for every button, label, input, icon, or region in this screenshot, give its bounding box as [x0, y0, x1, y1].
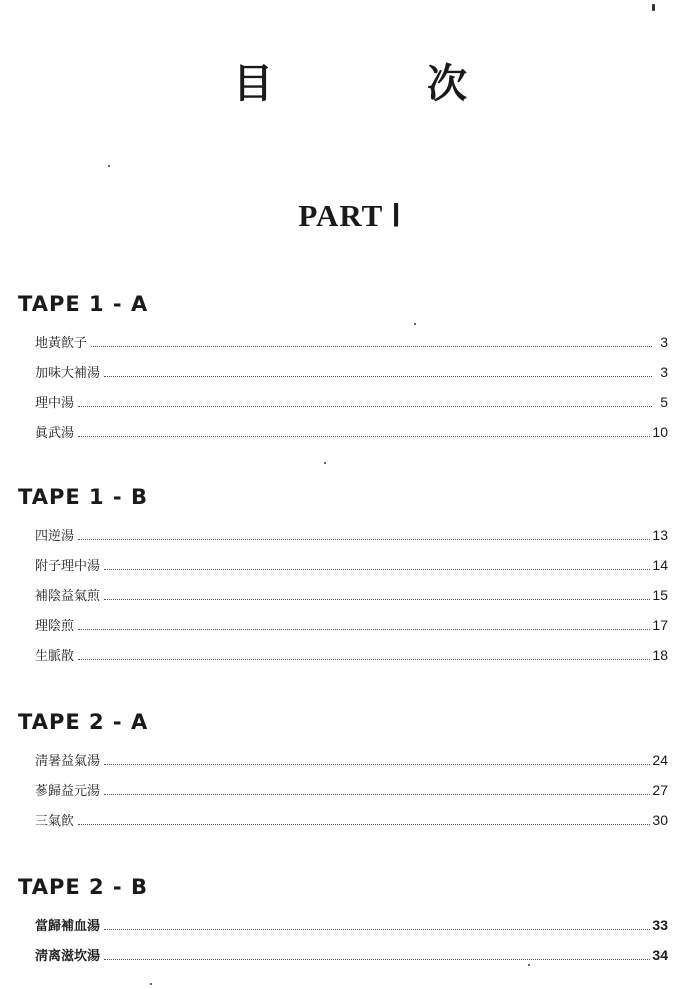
toc-entry[interactable]: [18, 775, 668, 805]
entry-title: 加味大補湯: [35, 366, 101, 381]
entry-title: 理中湯: [35, 396, 75, 411]
toc-entry[interactable]: [18, 745, 668, 775]
entry-title: 理陰煎: [35, 619, 75, 634]
dot-leader: [78, 628, 650, 630]
entry-title: 淸暑益氣湯: [35, 754, 101, 769]
section-heading: TAPE 1 - A: [18, 292, 149, 316]
toc-entry[interactable]: [18, 417, 668, 447]
dot-leader: [78, 823, 650, 825]
dot-leader: [78, 435, 650, 437]
entry-title: 生脈散: [35, 649, 75, 664]
dot-leader: [104, 928, 650, 930]
entry-page-number: 10: [652, 424, 668, 440]
dot-leader: [104, 763, 650, 765]
toc-entry[interactable]: [18, 580, 668, 610]
entry-page-number: 3: [660, 334, 668, 350]
dot-leader: [78, 538, 650, 540]
dot-leader: [91, 345, 652, 347]
entry-page-number: 30: [652, 812, 668, 828]
section-heading: TAPE 1 - B: [18, 485, 148, 509]
toc-entry[interactable]: [18, 520, 668, 550]
toc-section-tape-2a: [18, 708, 668, 835]
toc-entry[interactable]: [18, 805, 668, 835]
entry-title: 當歸補血湯: [35, 919, 101, 934]
toc-entry[interactable]: [18, 910, 668, 940]
entry-title: 四逆湯: [35, 529, 75, 544]
scan-speck: [414, 323, 416, 325]
dot-leader: [78, 405, 652, 407]
toc-entry[interactable]: [18, 387, 668, 417]
scan-speck: [324, 462, 326, 464]
scan-speck: [528, 964, 530, 966]
section-heading: TAPE 2 - B: [18, 875, 148, 899]
entry-page-number: 14: [652, 557, 668, 573]
scan-speck: [652, 4, 655, 11]
toc-entry[interactable]: [18, 357, 668, 387]
toc-entry[interactable]: [18, 327, 668, 357]
toc-entry[interactable]: [18, 610, 668, 640]
toc-entry[interactable]: [18, 550, 668, 580]
toc-entry[interactable]: [18, 640, 668, 670]
part-title: PART Ⅰ: [298, 198, 402, 233]
entry-page-number: 13: [652, 527, 668, 543]
entry-title: 三氣飮: [35, 814, 75, 829]
entry-title: 補陰益氣煎: [35, 589, 101, 604]
toc-section-tape-1a: [18, 290, 668, 447]
entry-page-number: 5: [660, 394, 668, 410]
entry-page-number: 33: [652, 917, 668, 933]
entry-page-number: 18: [652, 647, 668, 663]
entry-title: 淸离滋坎湯: [35, 949, 101, 964]
toc-section-tape-1b: [18, 483, 668, 670]
dot-leader: [104, 568, 650, 570]
entry-page-number: 27: [652, 782, 668, 798]
section-heading: TAPE 2 - A: [18, 710, 149, 734]
scan-speck: [108, 165, 110, 167]
entry-title: 附子理中湯: [35, 559, 101, 574]
entry-page-number: 15: [652, 587, 668, 603]
entry-title: 眞武湯: [35, 426, 75, 441]
entry-page-number: 3: [660, 364, 668, 380]
entry-title: 地黃飮子: [35, 336, 88, 351]
entry-page-number: 34: [652, 947, 668, 963]
entry-title: 蔘歸益元湯: [35, 784, 101, 799]
dot-leader: [78, 658, 650, 660]
toc-section-tape-2b: [18, 873, 668, 970]
toc-entry[interactable]: [18, 940, 668, 970]
dot-leader: [104, 375, 652, 377]
dot-leader: [104, 793, 650, 795]
scan-speck: [150, 983, 152, 985]
entry-page-number: 24: [652, 752, 668, 768]
page-title: 目 次: [233, 60, 537, 107]
dot-leader: [104, 598, 650, 600]
dot-leader: [104, 958, 650, 960]
entry-page-number: 17: [652, 617, 668, 633]
